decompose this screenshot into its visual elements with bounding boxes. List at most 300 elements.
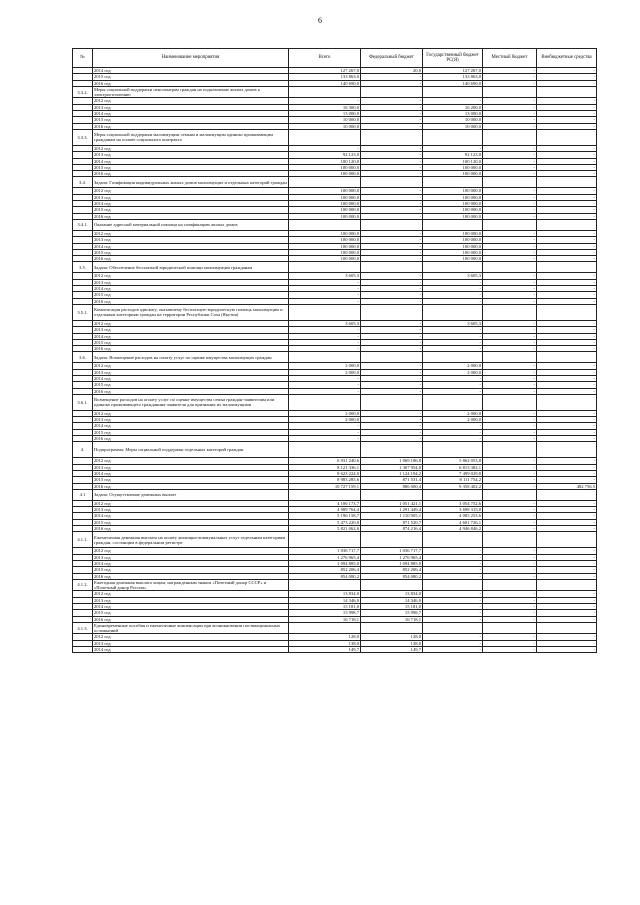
cell-federal: -	[361, 417, 423, 423]
row-name: Единовременные пособия и ежемесячные компенсации при возникновении поствакцинальных осложнений	[93, 622, 289, 634]
cell-federal: -	[361, 369, 423, 375]
cell-extra: -	[537, 375, 597, 381]
empty-cell	[537, 394, 597, 410]
cell-state: 100 000,0	[423, 256, 483, 262]
cell-extra: -	[537, 436, 597, 442]
cell-extra: -	[537, 513, 597, 519]
empty-cell	[361, 579, 423, 591]
cell-extra: -	[537, 249, 597, 255]
cell-name: 2016 год	[93, 171, 289, 177]
cell-state: 2 000,0	[423, 410, 483, 416]
cell-extra: -	[537, 554, 597, 560]
cell-total: 13 000,0	[289, 111, 361, 117]
cell-federal: 886 000,4	[361, 483, 423, 489]
empty-cell	[483, 622, 537, 634]
empty-cell	[423, 579, 483, 591]
cell-local: -	[483, 327, 537, 333]
cell-total: 100 000,0	[289, 171, 361, 177]
cell-extra: -	[537, 464, 597, 470]
cell-extra: -	[537, 111, 597, 117]
cell-state: -	[423, 382, 483, 388]
cell-name: 2012 год	[93, 634, 289, 640]
cell-total: 4 989 764,4	[289, 507, 361, 513]
cell-total: 10 000,0	[289, 117, 361, 123]
table-row-heading	[73, 622, 597, 634]
cell-total: 4 106 173,7	[289, 500, 361, 506]
cell-federal: 13 834,0	[361, 591, 423, 597]
cell-local: -	[483, 123, 537, 129]
cell-local: -	[483, 507, 537, 513]
cell-total: 16 300,0	[289, 104, 361, 110]
cell-total: -	[289, 292, 361, 298]
cell-federal: 871 531,4	[361, 477, 423, 483]
cell-extra: -	[537, 388, 597, 394]
cell-total: 1 276 965,4	[289, 554, 361, 560]
table-row-heading	[73, 352, 597, 363]
cell-total: -	[289, 286, 361, 292]
empty-cell	[483, 352, 537, 363]
cell-extra: -	[537, 152, 597, 158]
table-row-heading	[73, 579, 597, 591]
cell-federal: -	[361, 423, 423, 429]
cell-local: -	[483, 194, 537, 200]
empty-cell	[537, 622, 597, 634]
cell-total: 100 120,0	[289, 158, 361, 164]
table-row-heading	[73, 394, 597, 410]
cell-federal: -	[361, 382, 423, 388]
cell-federal: -	[361, 213, 423, 219]
cell-name: 2015 год	[93, 567, 289, 573]
cell-total: 100 000,0	[289, 194, 361, 200]
cell-extra: -	[537, 74, 597, 80]
empty-cell	[361, 622, 423, 634]
row-name: Меры социальной поддержки малоимущим семьям и малоимущим одиноко проживающим гражданам на основе социального контракта	[93, 129, 289, 145]
cell-federal: 149,7	[361, 647, 423, 653]
cell-federal: -	[361, 171, 423, 177]
cell-federal: -	[361, 158, 423, 164]
cell-name: 2014 год	[93, 470, 289, 476]
cell-total: 128,0	[289, 634, 361, 640]
cell-name: 2013 год	[93, 507, 289, 513]
cell-state: 3 605,3	[423, 320, 483, 326]
empty-cell	[537, 177, 597, 188]
cell-name: 2014 год	[93, 423, 289, 429]
cell-name: 2014 год	[93, 68, 289, 74]
cell-state: -	[423, 616, 483, 622]
cell-state: 100 000,0	[423, 230, 483, 236]
empty-cell	[537, 262, 597, 273]
cell-extra: -	[537, 548, 597, 554]
cell-total: 2 000,0	[289, 410, 361, 416]
row-name: Ежегодная денежная выплата лицам, награжденным знаком «Почетный донор СССР» и «Почетный донор России»	[93, 579, 289, 591]
empty-cell	[537, 219, 597, 230]
empty-cell	[361, 442, 423, 458]
header-num: №	[73, 49, 93, 68]
cell-total: 16 718,1	[289, 616, 361, 622]
cell-state: -	[423, 597, 483, 603]
cell-name: 2012 год	[93, 188, 289, 194]
cell-state: -	[423, 647, 483, 653]
cell-name: 2015 год	[93, 382, 289, 388]
cell-total: -	[289, 298, 361, 304]
cell-federal: 15 998,7	[361, 610, 423, 616]
cell-state: 10 000,0	[423, 123, 483, 129]
row-name: Компенсация расходов адвокату, оказавшему бесплатную юридическую помощь малоимущим и отдельным категориям граждан на территории Республики Саха (Якутия)	[93, 304, 289, 320]
cell-name: 2014 год	[93, 111, 289, 117]
cell-total: 100 000,0	[289, 243, 361, 249]
cell-extra: -	[537, 500, 597, 506]
cell-state: 4 085 253,6	[423, 513, 483, 519]
cell-local: -	[483, 567, 537, 573]
row-code: 4.	[73, 442, 93, 458]
cell-federal: 1 110 905,1	[361, 513, 423, 519]
cell-total: -	[289, 145, 361, 151]
cell-total: 13 834,0	[289, 591, 361, 597]
cell-local: -	[483, 640, 537, 646]
cell-state: -	[423, 429, 483, 435]
cell-total: 100 000,0	[289, 249, 361, 255]
cell-total: 92 123,0	[289, 152, 361, 158]
cell-extra: -	[537, 477, 597, 483]
cell-extra: -	[537, 333, 597, 339]
cell-extra: -	[537, 292, 597, 298]
empty-cell	[423, 442, 483, 458]
cell-name: 2013 год	[93, 152, 289, 158]
cell-state: 100 120,0	[423, 158, 483, 164]
cell-total: 2 000,0	[289, 417, 361, 423]
cell-total: 100 000,0	[289, 213, 361, 219]
page-number: 6	[318, 16, 322, 25]
cell-extra: -	[537, 634, 597, 640]
cell-total: 8 121 336,1	[289, 464, 361, 470]
cell-extra: -	[537, 597, 597, 603]
cell-local: -	[483, 513, 537, 519]
cell-name: 2013 год	[93, 369, 289, 375]
cell-state: 100 000,0	[423, 201, 483, 207]
cell-federal: -	[361, 74, 423, 80]
empty-cell	[289, 352, 361, 363]
cell-total: -	[289, 388, 361, 394]
cell-extra: -	[537, 207, 597, 213]
cell-local: -	[483, 519, 537, 525]
empty-cell	[289, 394, 361, 410]
header-extra: Внебюджетные средства	[537, 49, 597, 68]
cell-state: 6 813 382,1	[423, 464, 483, 470]
cell-state: -	[423, 423, 483, 429]
cell-total: 100 000,0	[289, 188, 361, 194]
budget-table	[72, 48, 597, 653]
cell-total: 3 605,3	[289, 320, 361, 326]
cell-total: 1 094 885,0	[289, 560, 361, 566]
cell-extra: -	[537, 164, 597, 170]
cell-extra: -	[537, 145, 597, 151]
table-row-heading	[73, 532, 597, 548]
cell-extra: -	[537, 604, 597, 610]
cell-state: 140 690,0	[423, 80, 483, 86]
cell-name: 2012 год	[93, 230, 289, 236]
cell-extra: -	[537, 320, 597, 326]
cell-federal: -	[361, 243, 423, 249]
table-row-heading	[73, 177, 597, 188]
cell-federal: -	[361, 104, 423, 110]
cell-federal: -	[361, 298, 423, 304]
cell-state: -	[423, 98, 483, 104]
row-name: Задача: Осуществление денежных выплат	[93, 489, 289, 500]
row-code: 3.4.1.	[73, 219, 93, 230]
cell-name: 2016 год	[93, 123, 289, 129]
cell-name: 2012 год	[93, 458, 289, 464]
cell-state: -	[423, 573, 483, 579]
cell-name: 2014 год	[93, 333, 289, 339]
cell-local: -	[483, 145, 537, 151]
cell-federal: 14 346,0	[361, 597, 423, 603]
empty-cell	[423, 304, 483, 320]
cell-name: 2015 год	[93, 519, 289, 525]
cell-federal: -	[361, 327, 423, 333]
table-row-heading	[73, 489, 597, 500]
cell-name: 2015 год	[93, 429, 289, 435]
cell-federal: -	[361, 201, 423, 207]
cell-state: -	[423, 640, 483, 646]
cell-local: -	[483, 429, 537, 435]
cell-state: -	[423, 436, 483, 442]
cell-total: 14 346,0	[289, 597, 361, 603]
cell-federal: 852 206,4	[361, 567, 423, 573]
empty-cell	[361, 352, 423, 363]
cell-total: -	[289, 98, 361, 104]
cell-extra: -	[537, 117, 597, 123]
cell-federal: 1 124 194,2	[361, 470, 423, 476]
cell-federal: 16 718,1	[361, 616, 423, 622]
cell-federal: 1 051 421,1	[361, 500, 423, 506]
cell-federal: -	[361, 292, 423, 298]
cell-local: -	[483, 339, 537, 345]
cell-name: 2013 год	[93, 464, 289, 470]
cell-federal: -	[361, 207, 423, 213]
row-code: 4.1	[73, 489, 93, 500]
cell-local: -	[483, 243, 537, 249]
cell-state: -	[423, 333, 483, 339]
empty-cell	[361, 129, 423, 145]
cell-federal: 1 036 717,7	[361, 548, 423, 554]
cell-name: 2016 год	[93, 346, 289, 352]
cell-local: -	[483, 74, 537, 80]
empty-cell	[361, 489, 423, 500]
cell-extra: -	[537, 363, 597, 369]
cell-state: 100 000,0	[423, 207, 483, 213]
cell-federal: 20,0	[361, 68, 423, 74]
cell-state: 7 499 029,8	[423, 470, 483, 476]
cell-name: 2016 год	[93, 436, 289, 442]
cell-total: 100 000,0	[289, 201, 361, 207]
cell-extra: -	[537, 616, 597, 622]
cell-name: 2015 год	[93, 292, 289, 298]
cell-state: -	[423, 560, 483, 566]
cell-federal: -	[361, 333, 423, 339]
cell-name: 2016 год	[93, 256, 289, 262]
cell-state: -	[423, 327, 483, 333]
table-row-heading	[73, 262, 597, 273]
cell-local: -	[483, 256, 537, 262]
cell-name: 2012 год	[93, 98, 289, 104]
cell-state: -	[423, 634, 483, 640]
row-code: 3.5.	[73, 262, 93, 273]
cell-local: -	[483, 423, 537, 429]
empty-cell	[537, 304, 597, 320]
cell-local: -	[483, 604, 537, 610]
cell-federal: -	[361, 123, 423, 129]
cell-total: 3 605,3	[289, 273, 361, 279]
cell-name: 2012 год	[93, 410, 289, 416]
cell-local: -	[483, 573, 537, 579]
cell-name: 2014 год	[93, 513, 289, 519]
cell-name: 2016 год	[93, 573, 289, 579]
empty-cell	[483, 489, 537, 500]
cell-extra: -	[537, 423, 597, 429]
cell-federal: 871 520,7	[361, 519, 423, 525]
cell-federal: -	[361, 194, 423, 200]
cell-extra: -	[537, 346, 597, 352]
cell-state: -	[423, 346, 483, 352]
cell-state: -	[423, 339, 483, 345]
cell-federal: -	[361, 375, 423, 381]
table-row-heading	[73, 442, 597, 458]
row-name: Ежемесячная денежная выплата на оплату жилищно-коммунальных услуг отдельным категориям граждан, состоящим в федеральном регистре	[93, 532, 289, 548]
cell-total: 140 690,0	[289, 80, 361, 86]
cell-extra: -	[537, 470, 597, 476]
cell-federal: -	[361, 164, 423, 170]
header-local: Местный бюджет	[483, 49, 537, 68]
cell-federal: -	[361, 237, 423, 243]
row-name: Возмещение расходов на оплату услуг по оценке имущества семьи граждан-заявителям или одиноко проживающего гражданина-заявителя для признания их малоимущими	[93, 394, 289, 410]
cell-federal: 1 094 885,0	[361, 560, 423, 566]
cell-extra: -	[537, 98, 597, 104]
cell-extra: -	[537, 279, 597, 285]
cell-federal: -	[361, 256, 423, 262]
cell-local: -	[483, 616, 537, 622]
row-name: Подпрограмма: Меры социальной поддержки отдельных категорий граждан	[93, 442, 289, 458]
cell-state: -	[423, 298, 483, 304]
header-federal: Федеральный бюджет	[361, 49, 423, 68]
cell-state: 3 054 752,6	[423, 500, 483, 506]
row-code: 4.1.1.	[73, 532, 93, 548]
cell-local: -	[483, 500, 537, 506]
cell-local: -	[483, 98, 537, 104]
cell-state: 127 267,0	[423, 68, 483, 74]
cell-total: 10 000,0	[289, 123, 361, 129]
empty-cell	[537, 442, 597, 458]
cell-state: 13 000,0	[423, 111, 483, 117]
cell-extra: -	[537, 591, 597, 597]
cell-federal: 1 069 186,8	[361, 458, 423, 464]
cell-federal: -	[361, 117, 423, 123]
cell-total: 100 000,0	[289, 256, 361, 262]
cell-total: 2 000,0	[289, 369, 361, 375]
cell-name: 2015 год	[93, 207, 289, 213]
cell-total: -	[289, 279, 361, 285]
cell-name: 2013 год	[93, 279, 289, 285]
cell-extra: -	[537, 158, 597, 164]
cell-state: -	[423, 604, 483, 610]
cell-local: -	[483, 292, 537, 298]
cell-total: 100 000,0	[289, 164, 361, 170]
empty-cell	[537, 86, 597, 98]
empty-cell	[423, 86, 483, 98]
cell-local: -	[483, 647, 537, 653]
cell-extra: -	[537, 171, 597, 177]
cell-federal: -	[361, 410, 423, 416]
cell-local: -	[483, 213, 537, 219]
cell-total: 15 181,0	[289, 604, 361, 610]
cell-name: 2013 год	[93, 104, 289, 110]
cell-name: 2012 год	[93, 591, 289, 597]
cell-extra: -	[537, 194, 597, 200]
cell-total: 127 267,0	[289, 68, 361, 74]
cell-extra: -	[537, 519, 597, 525]
cell-federal: -	[361, 436, 423, 442]
cell-federal: -	[361, 249, 423, 255]
cell-state: -	[423, 567, 483, 573]
cell-total: 100 000,0	[289, 237, 361, 243]
cell-state: 92 123,0	[423, 152, 483, 158]
empty-cell	[289, 304, 361, 320]
cell-state: 5 862 053,8	[423, 458, 483, 464]
empty-cell	[289, 177, 361, 188]
cell-name: 2015 год	[93, 339, 289, 345]
empty-cell	[361, 304, 423, 320]
empty-cell	[423, 622, 483, 634]
cell-name: 2014 год	[93, 286, 289, 292]
cell-total: -	[289, 346, 361, 352]
cell-extra: -	[537, 230, 597, 236]
cell-name: 2014 год	[93, 201, 289, 207]
cell-local: -	[483, 436, 537, 442]
cell-local: -	[483, 591, 537, 597]
cell-state: -	[423, 554, 483, 560]
cell-name: 2016 год	[93, 80, 289, 86]
cell-state: 8 111 754,2	[423, 477, 483, 483]
cell-total: 6 931 240,6	[289, 458, 361, 464]
row-name: Задача: Газификация индивидуальных жилых домов малоимущих и отдельных категорий граждан	[93, 177, 289, 188]
cell-state: 9 358 402,2	[423, 483, 483, 489]
cell-total: -	[289, 333, 361, 339]
cell-extra: -	[537, 382, 597, 388]
cell-state: -	[423, 548, 483, 554]
cell-extra: -	[537, 213, 597, 219]
cell-extra: -	[537, 201, 597, 207]
empty-cell	[483, 177, 537, 188]
cell-federal: -	[361, 80, 423, 86]
cell-local: -	[483, 68, 537, 74]
cell-extra: -	[537, 647, 597, 653]
cell-total: -	[289, 339, 361, 345]
empty-cell	[423, 177, 483, 188]
cell-local: -	[483, 417, 537, 423]
cell-local: -	[483, 279, 537, 285]
cell-name: 2012 год	[93, 363, 289, 369]
cell-local: -	[483, 286, 537, 292]
empty-cell	[289, 219, 361, 230]
table-body	[73, 68, 597, 653]
empty-cell	[289, 622, 361, 634]
cell-local: -	[483, 464, 537, 470]
cell-state: -	[423, 375, 483, 381]
cell-local: -	[483, 249, 537, 255]
cell-name: 2013 год	[93, 237, 289, 243]
cell-local: -	[483, 388, 537, 394]
row-name: Оказание адресной материальной помощи на газификацию жилых домов	[93, 219, 289, 230]
cell-local: -	[483, 369, 537, 375]
